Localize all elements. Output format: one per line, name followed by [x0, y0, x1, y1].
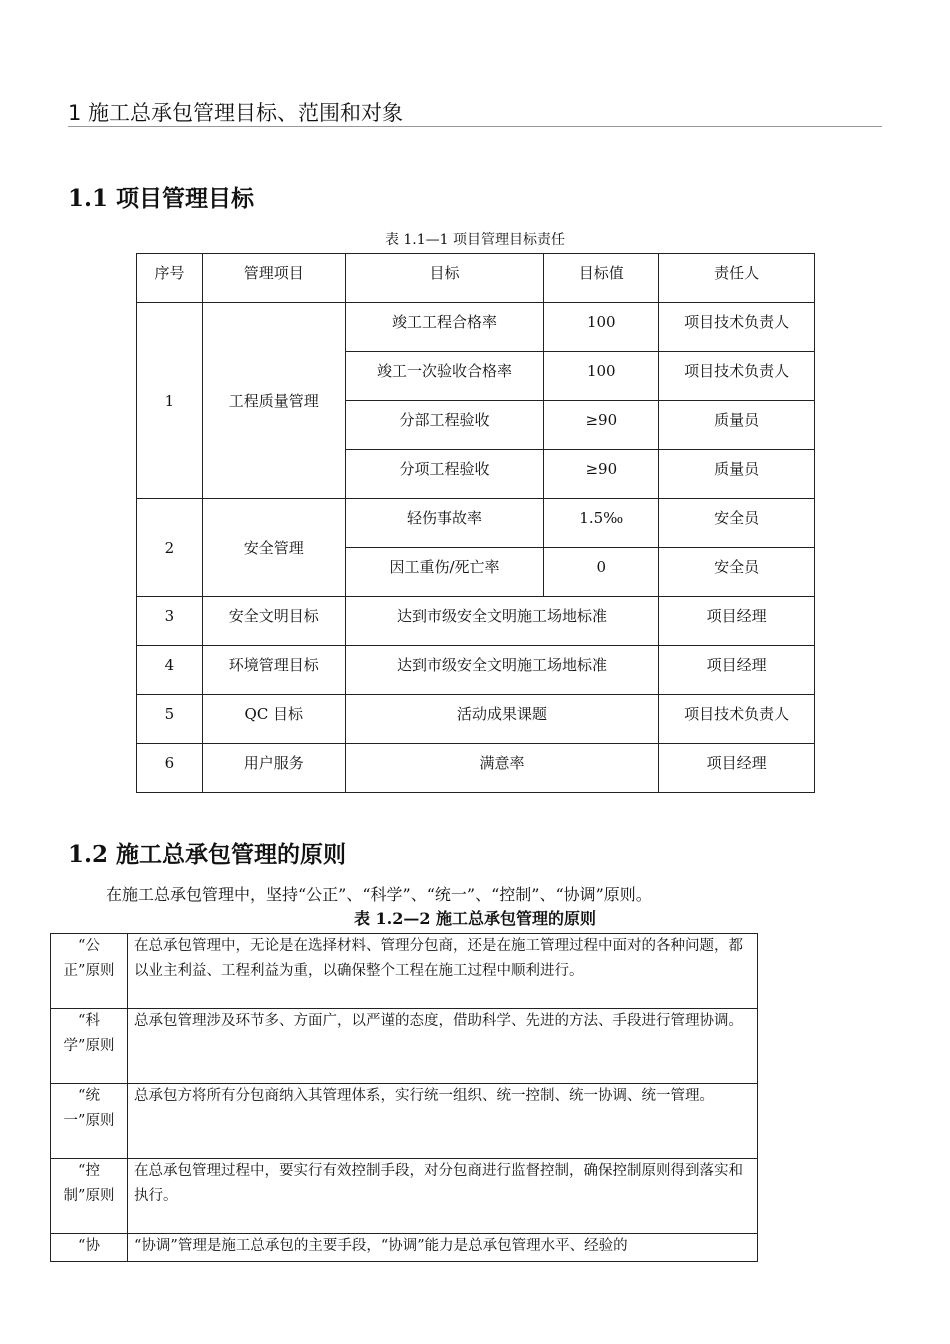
target-value: ≥90	[544, 450, 659, 499]
target: 竣工一次验收合格率	[345, 352, 544, 401]
table-row	[137, 597, 815, 646]
owner: 项目技术负责人	[659, 352, 815, 401]
table-header-row	[137, 254, 815, 303]
management-item: 安全文明目标	[202, 597, 345, 646]
section-heading-1-2: 1.2 施工总承包管理的原则	[68, 841, 347, 868]
principle-name: “公正”原则	[51, 934, 128, 1009]
principle-name: “控制”原则	[51, 1159, 128, 1234]
owner: 项目经理	[659, 744, 815, 793]
target: 因工重伤/死亡率	[345, 548, 544, 597]
table-row	[51, 1084, 758, 1159]
management-item: 工程质量管理	[202, 303, 345, 499]
principle-description: “协调”管理是施工总承包的主要手段，“协调”能力是总承包管理水平、经验的	[128, 1234, 758, 1262]
target: 竣工工程合格率	[345, 303, 544, 352]
owner: 项目经理	[659, 646, 815, 695]
management-item: QC 目标	[202, 695, 345, 744]
principle-name: “协	[51, 1234, 128, 1262]
row-number: 3	[137, 597, 203, 646]
row-number: 4	[137, 646, 203, 695]
principle-description: 在总承包管理过程中，要实行有效控制手段，对分包商进行监督控制，确保控制原则得到落实和执行。	[128, 1159, 758, 1234]
row-number: 1	[137, 303, 203, 499]
target: 分项工程验收	[345, 450, 544, 499]
intro-paragraph: 在施工总承包管理中，坚持“公正”、“科学”、“统一”、“控制”、“协调”原则。	[106, 885, 652, 904]
header-cell: 责任人	[659, 254, 815, 303]
row-number: 6	[137, 744, 203, 793]
table-row	[137, 695, 815, 744]
target: 达到市级安全文明施工场地标准	[345, 646, 659, 695]
management-item: 用户服务	[202, 744, 345, 793]
section-heading-1-1: 1.1 项目管理目标	[68, 185, 255, 212]
management-goals-table	[136, 253, 815, 793]
table-row	[137, 303, 815, 352]
principles-table	[50, 933, 758, 1262]
table-caption-1: 表 1.1—1 项目管理目标责任	[384, 232, 566, 248]
table-row	[51, 1159, 758, 1234]
owner: 项目经理	[659, 597, 815, 646]
target-value: 100	[544, 303, 659, 352]
principle-description: 总承包方将所有分包商纳入其管理体系，实行统一组织、统一控制、统一协调、统一管理。	[128, 1084, 758, 1159]
row-number: 2	[137, 499, 203, 597]
table-row	[137, 744, 815, 793]
owner: 安全员	[659, 499, 815, 548]
target: 分部工程验收	[345, 401, 544, 450]
owner: 质量员	[659, 401, 815, 450]
target-value: 0	[544, 548, 659, 597]
header-cell: 目标	[345, 254, 544, 303]
target: 达到市级安全文明施工场地标准	[345, 597, 659, 646]
target-value: ≥90	[544, 401, 659, 450]
table-row	[137, 646, 815, 695]
table-row	[51, 1009, 758, 1084]
target-value: 1.5‰	[544, 499, 659, 548]
chapter-title: 1 施工总承包管理目标、范围和对象	[68, 100, 882, 127]
owner: 项目技术负责人	[659, 303, 815, 352]
table-row	[137, 499, 815, 548]
table-caption-2: 表 1.2—2 施工总承包管理的原则	[353, 909, 597, 928]
target-value: 100	[544, 352, 659, 401]
principle-description: 总承包管理涉及环节多、方面广，以严谨的态度，借助科学、先进的方法、手段进行管理协调。	[128, 1009, 758, 1084]
target: 满意率	[345, 744, 659, 793]
owner: 安全员	[659, 548, 815, 597]
owner: 质量员	[659, 450, 815, 499]
management-item: 环境管理目标	[202, 646, 345, 695]
header-cell: 序号	[137, 254, 203, 303]
principle-name: “统一”原则	[51, 1084, 128, 1159]
management-item: 安全管理	[202, 499, 345, 597]
principle-name: “科学”原则	[51, 1009, 128, 1084]
owner: 项目技术负责人	[659, 695, 815, 744]
row-number: 5	[137, 695, 203, 744]
target: 活动成果课题	[345, 695, 659, 744]
principle-description: 在总承包管理中，无论是在选择材料、管理分包商，还是在施工管理过程中面对的各种问题，都以业主利益、工程利益为重，以确保整个工程在施工过程中顺利进行。	[128, 934, 758, 1009]
table-row	[51, 1234, 758, 1262]
table-row	[51, 934, 758, 1009]
target: 轻伤事故率	[345, 499, 544, 548]
header-cell: 目标值	[544, 254, 659, 303]
header-cell: 管理项目	[202, 254, 345, 303]
